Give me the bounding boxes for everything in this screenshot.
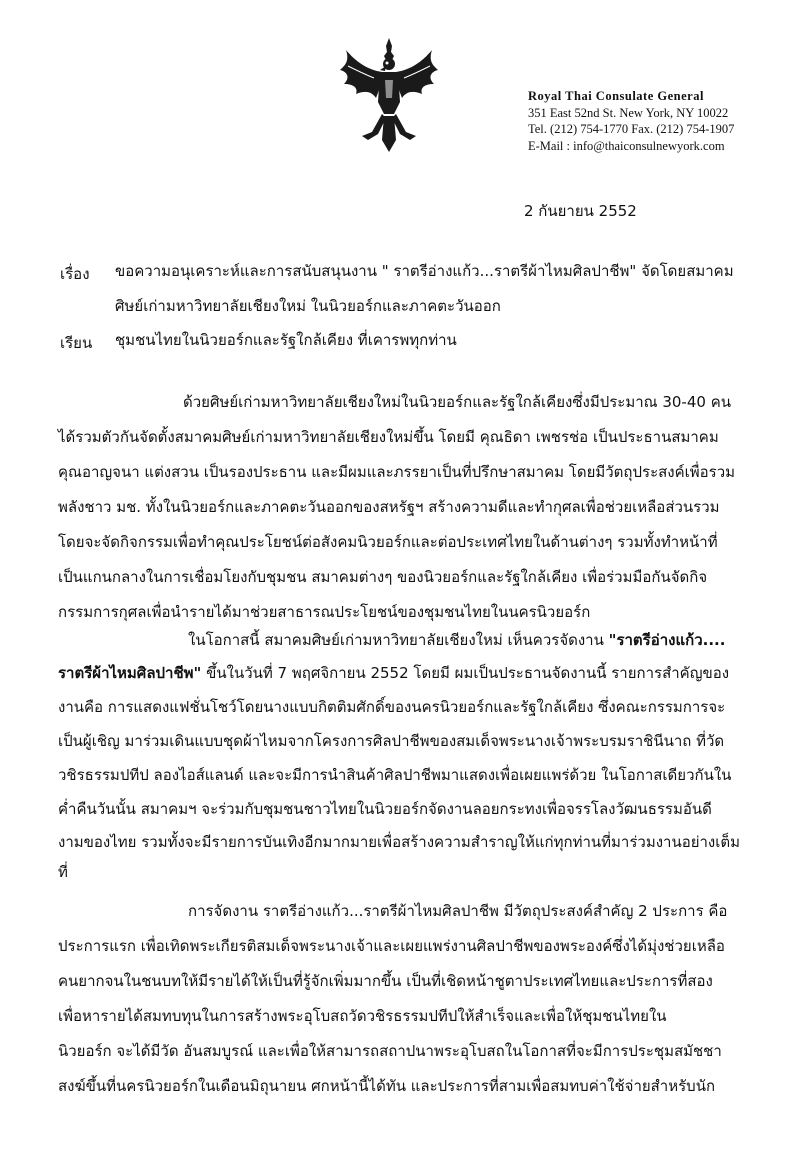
letter-date: 2 กันยายน 2552 [524, 202, 637, 220]
recipient-label: เรียน [60, 334, 93, 352]
paragraph-line: นิวยอร์ก จะได้มีวัด อันสมบูรณ์ และเพื่อให้สามารถสถาปนาพระอุโบสถในโอกาสที่จะมีการประชุมสมัชชา [58, 1042, 722, 1060]
event-title-bold: ราตรีผ้าไหมศิลปาชีพ" [58, 664, 202, 682]
paragraph-line: ด้วยศิษย์เก่ามหาวิทยาลัยเชียงใหม่ในนิวยอร์กและรัฐใกล้เคียงซึ่งมีประมาณ 30-40 คน [183, 393, 731, 411]
paragraph-line: เพื่อหารายได้สมทบทุนในการสร้างพระอุโบสถวัดวชิรธรรมปทีปให้สำเร็จและเพื่อให้ชุมชนไทยใน [58, 1007, 667, 1025]
paragraph-line: งานคือ การแสดงแฟชั่นโชว์โดยนางแบบกิตติมศักดิ์ของนครนิวยอร์กและรัฐใกล้เคียง ซึ่งคณะกรรมการจะ [58, 698, 726, 716]
recipient-text: ชุมชนไทยในนิวยอร์กและรัฐใกล้เคียง ที่เคารพทุกท่าน [115, 331, 457, 349]
garuda-emblem-icon [338, 36, 440, 154]
paragraph-line: ที่ [58, 863, 68, 881]
consulate-letterhead [528, 88, 788, 154]
event-title-bold: "ราตรีอ่างแก้ว.... [608, 631, 726, 649]
paragraph-line: เป็นผู้เชิญ มาร่วมเดินแบบชุดผ้าไหมจากโครงการศิลปาชีพของสมเด็จพระนางเจ้าพระบรมราชินีนาถ ที่วัด [58, 732, 725, 750]
paragraph-line: เป็นแกนกลางในการเชื่อมโยงกับชุมชน สมาคมต่างๆ ของนิวยอร์กและรัฐใกล้เคียง เพื่อร่วมมือกันจัดกิจ [58, 568, 708, 586]
paragraph-line: ค่ำคืนวันนั้น สมาคมฯ จะร่วมกับชุมชนชาวไทยในนิวยอร์กจัดงานลอยกระทงเพื่อจรรโลงวัฒนธรรมอันดี [58, 800, 712, 818]
consulate-phone-fax: Tel. (212) 754-1770 Fax. (212) 754-1907 [528, 122, 735, 136]
paragraph-line: พลังชาว มช. ทั้งในนิวยอร์กและภาคตะวันออกของสหรัฐฯ สร้างความดีและทำกุศลเพื่อช่วยเหลือส่วนรวม [58, 498, 720, 516]
paragraph-line: คนยากจนในชนบทให้มีรายได้ให้เป็นที่รู้จักเพิ่มมากขึ้น เป็นที่เชิดหน้าชูตาประเทศไทยและประการที่สอง [58, 972, 713, 990]
subject-label: เรื่อง [60, 265, 90, 283]
paragraph-text: ขึ้นในวันที่ 7 พฤศจิกายน 2552 โดยมี ผมเป็นประธานจัดงานนี้ รายการสำคัญของ [206, 664, 730, 682]
paragraph-line: ได้รวมตัวกันจัดตั้งสมาคมศิษย์เก่ามหาวิทยาลัยเชียงใหม่ขึ้น โดยมี คุณธิดา เพชรช่อ เป็นประธานสมาคม [58, 428, 719, 446]
paragraph-line [58, 663, 729, 683]
paragraph-line: โดยจะจัดกิจกรรมเพื่อทำคุณประโยชน์ต่อสังคมนิวยอร์กและต่อประเทศไทยในด้านต่างๆ รวมทั้งทำหน้าที่ [58, 533, 718, 551]
paragraph-line: สงฆ์ขึ้นที่นครนิวยอร์กในเดือนมิถุนายน ศกหน้านี้ได้ทัน และประการที่สามเพื่อสมทบค่าใช้จ่ายสำหรับนัก [58, 1077, 716, 1095]
subject-line-1: ขอความอนุเคราะห์และการสนับสนุนงาน " ราตรีอ่างแก้ว...ราตรีผ้าไหมศิลปาชีพ" จัดโดยสมาคม [115, 262, 734, 280]
paragraph-line: การจัดงาน ราตรีอ่างแก้ว...ราตรีผ้าไหมศิลปาชีพ มีวัตถุประสงค์สำคัญ 2 ประการ คือ [188, 902, 728, 920]
paragraph-line [188, 630, 725, 650]
paragraph-line: วชิรธรรมปทีป ลองไอส์แลนด์ และจะมีการนำสินค้าศิลปาชีพมาแสดงเพื่อเผยแพร่ด้วย ในโอกาสเดียวกันใน [58, 766, 732, 784]
paragraph-text: ในโอกาสนี้ สมาคมศิษย์เก่ามหาวิทยาลัยเชียงใหม่ เห็นควรจัดงาน [188, 631, 604, 649]
subject-line-2: ศิษย์เก่ามหาวิทยาลัยเชียงใหม่ ในนิวยอร์กและภาคตะวันออก [115, 297, 501, 315]
consulate-name: Royal Thai Consulate General [528, 89, 704, 103]
paragraph-line: กรรมการกุศลเพื่อนำรายได้มาช่วยสาธารณประโยชน์ของชุมชนไทยในนครนิวยอร์ก [58, 603, 591, 621]
consulate-address: 351 East 52nd St. New York, NY 10022 [528, 105, 729, 120]
paragraph-line: งามของไทย รวมทั้งจะมีรายการบันเทิงอีกมากมายเพื่อสร้างความสำราญให้แก่ทุกท่านที่มาร่วมงานอย่างเต็ม [58, 833, 741, 851]
paragraph-line: ประการแรก เพื่อเทิดพระเกียรติสมเด็จพระนางเจ้าและเผยแพร่งานศิลปาชีพของพระองค์ซึ่งได้มุ่งช่วยเหลือ [58, 937, 725, 955]
paragraph-line: คุณอาญจนา แต่งสวน เป็นรองประธาน และมีผมและภรรยาเป็นที่ปรึกษาสมาคม โดยมีวัตถุประสงค์เพื่อรวม [58, 463, 736, 481]
consulate-email: E-Mail : info@thaiconsulnewyork.com [528, 138, 725, 153]
